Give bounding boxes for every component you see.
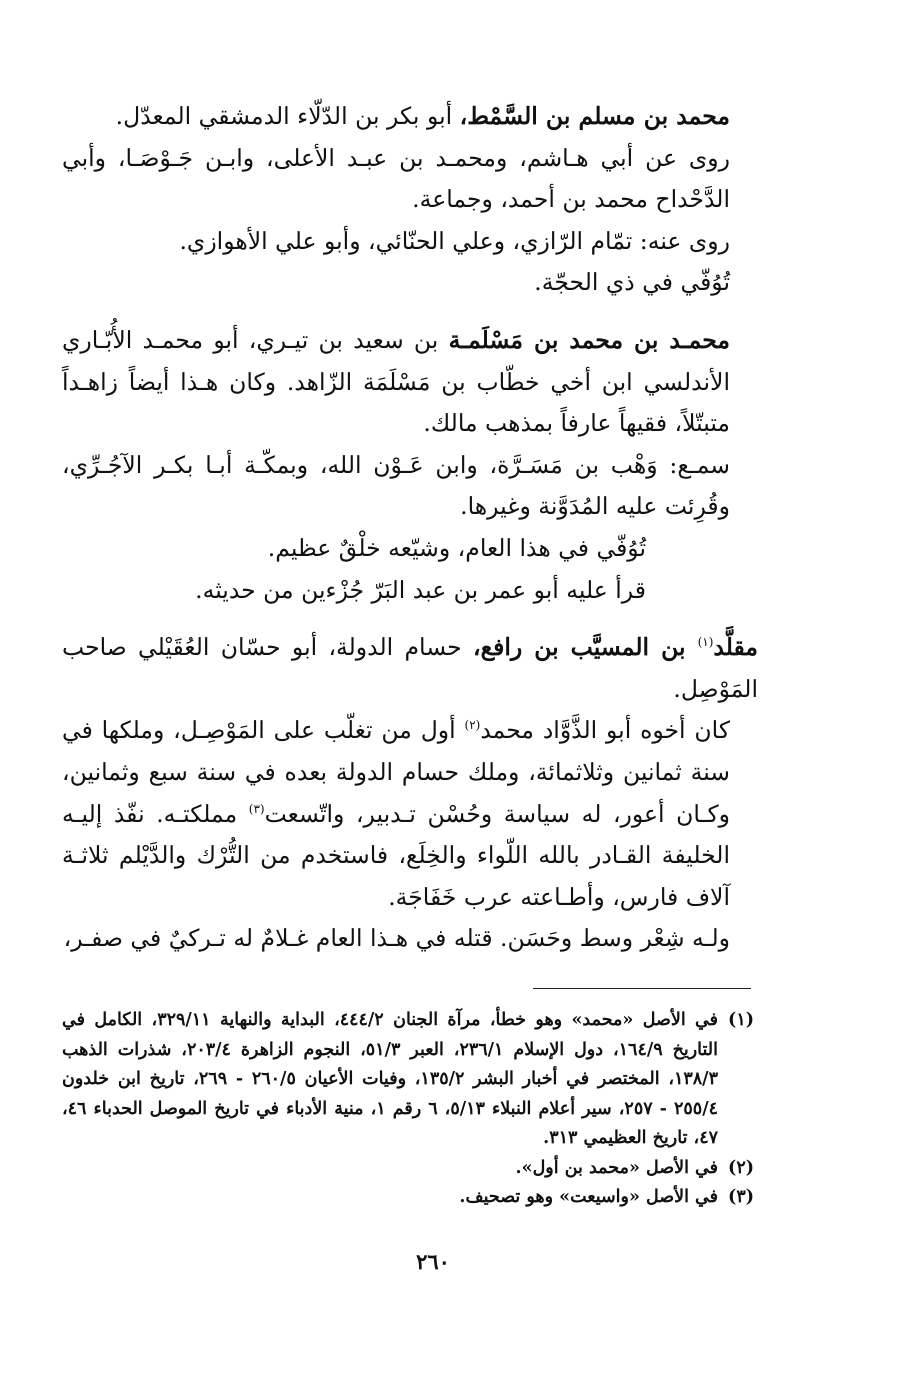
footnote-number: (٢): [728, 1157, 754, 1178]
footnote-ref[interactable]: (٣): [248, 801, 265, 816]
entry-paragraph: سمـع: وَهْب بن مَسَـرَّة، وابن عَـوْن الله، وبمكّـة أبـا بكـر الآجُـرِّي، وقُرِئت عليه المُدَوَّنة وغيرها.: [62, 450, 730, 521]
page-number: ٢٦٠: [416, 1249, 450, 1274]
paragraph-text: كان أخوه أبو الذَّوَّاد محمد: [480, 716, 731, 745]
entry-heading-rest: بن سعيد بن تيـري، أبو محمـد الأُبّـاري الأندلسي ابن أخي خطّاب بن مَسْلَمَة الزّاهد. وكان هـذا أيضاً زاهـداً متبتّلاً، فقيهاً عارفاً بمذهب مالك.: [62, 325, 730, 438]
footnote-text: في الأصل «محمد بن أول».: [515, 1157, 718, 1178]
entry-headword: محمد بن مسلم بن السَّمْط،: [459, 102, 730, 130]
footnote-number: (٣): [728, 1187, 754, 1207]
entry-paragraph: [62, 710, 758, 918]
footnote-ref[interactable]: (١): [697, 635, 714, 650]
entry-heading: [62, 627, 758, 710]
entry-line: تُوُفّي في هذا العام، وشيّعه خلْقٌ عظيم.: [267, 533, 646, 562]
footnote-item: [62, 1183, 754, 1213]
entry-headword: مقلَّد: [713, 633, 758, 662]
entry-heading: [62, 320, 758, 445]
entry-headword-rest: بن المسيَّب بن رافع،: [473, 633, 698, 662]
entry-paragraph: ولـه شِعْر وسط وحَسَن. قتله في هـذا العام غـلامٌ له تـركيٌ في صفـر،: [63, 924, 730, 953]
entry-heading: [62, 96, 758, 138]
footnote-divider: [533, 988, 751, 989]
footnote-item: [62, 1154, 754, 1184]
paragraph-text: أول من تغلّب على المَوْصِـل، وملكها في سنة ثمانين وثلاثمائة، وملك حسام الدولة بعده في سنة سبع وثمانين، وكـان أعور، له سياسة وحُسْن تـدبير، واتّسعت: [62, 716, 730, 828]
entry-heading-rest: أبو بكر بن الدّلّاء الدمشقي المعدّل.: [115, 102, 460, 130]
footnote-number: (١): [728, 1010, 754, 1030]
entry-heading-rest: حسام الدولة، أبو حسّان العُقَيْلي صاحب المَوْصِل.: [62, 633, 758, 703]
entry-line: تُوُفّي في ذي الحجّة.: [534, 268, 730, 297]
entry-line: روى عنه: تمّام الرّازي، وعلي الحنّائي، وأبو علي الأهوازي.: [179, 226, 730, 255]
entry-paragraph: روى عن أبي هـاشم، ومحمـد بن عبـد الأعلى، وابـن جَـوْصَـا، وأبي الدَّحْداح محمد بن أحمد، وجماعة.: [62, 143, 730, 214]
footnote-text: في الأصل «واسيعت» وهو تصحيف.: [459, 1187, 718, 1207]
paragraph-text: مملكتـه. نفّذ إليـه الخليفة القـادر بالله اللّواء والخِلَع، فاستخدم من التُّرْك والدَّيْلم ثلاثـة آلاف فارس، وأطـاعته عرب خَفَاجَة.: [62, 799, 730, 911]
entry-line: قرأ عليه أبو عمر بن عبد البَرّ جُزْءين من حديثه.: [195, 575, 646, 604]
footnotes: [62, 1006, 754, 1213]
entry-headword: محمـد بن محمد بن مَسْلَمـة: [448, 325, 730, 354]
footnote-item: [62, 1006, 754, 1154]
footnote-ref[interactable]: (٢): [464, 718, 481, 733]
main-text: [62, 96, 758, 960]
footnote-text: في الأصل «محمد» وهو خطأ، مرآة الجنان ٤٤٤/٢، البداية والنهاية ٣٢٩/١١، الكامل في التاريخ ١٦٤/٩، دول الإسلام ٢٣٦/١، العبر ٥١/٣، النجوم الزاهرة ٢٠٣/٤، شذرات الذهب ١٣٨/٣، المختصر في أخبار البشر ١٣٥/٢، وفيات الأعيان ٢٦٠/٥ - ٢٦٩، تاريخ ابن خلدون ٢٥٥/٤ - ٢٥٧، سير أعلام النبلاء ٥/١٣، ٦ رقم ١، منية الأدباء في تاريخ الموصل الحدباء ٤٦، ٤٧، تاريخ العظيمي ٣١٣.: [62, 1010, 719, 1148]
